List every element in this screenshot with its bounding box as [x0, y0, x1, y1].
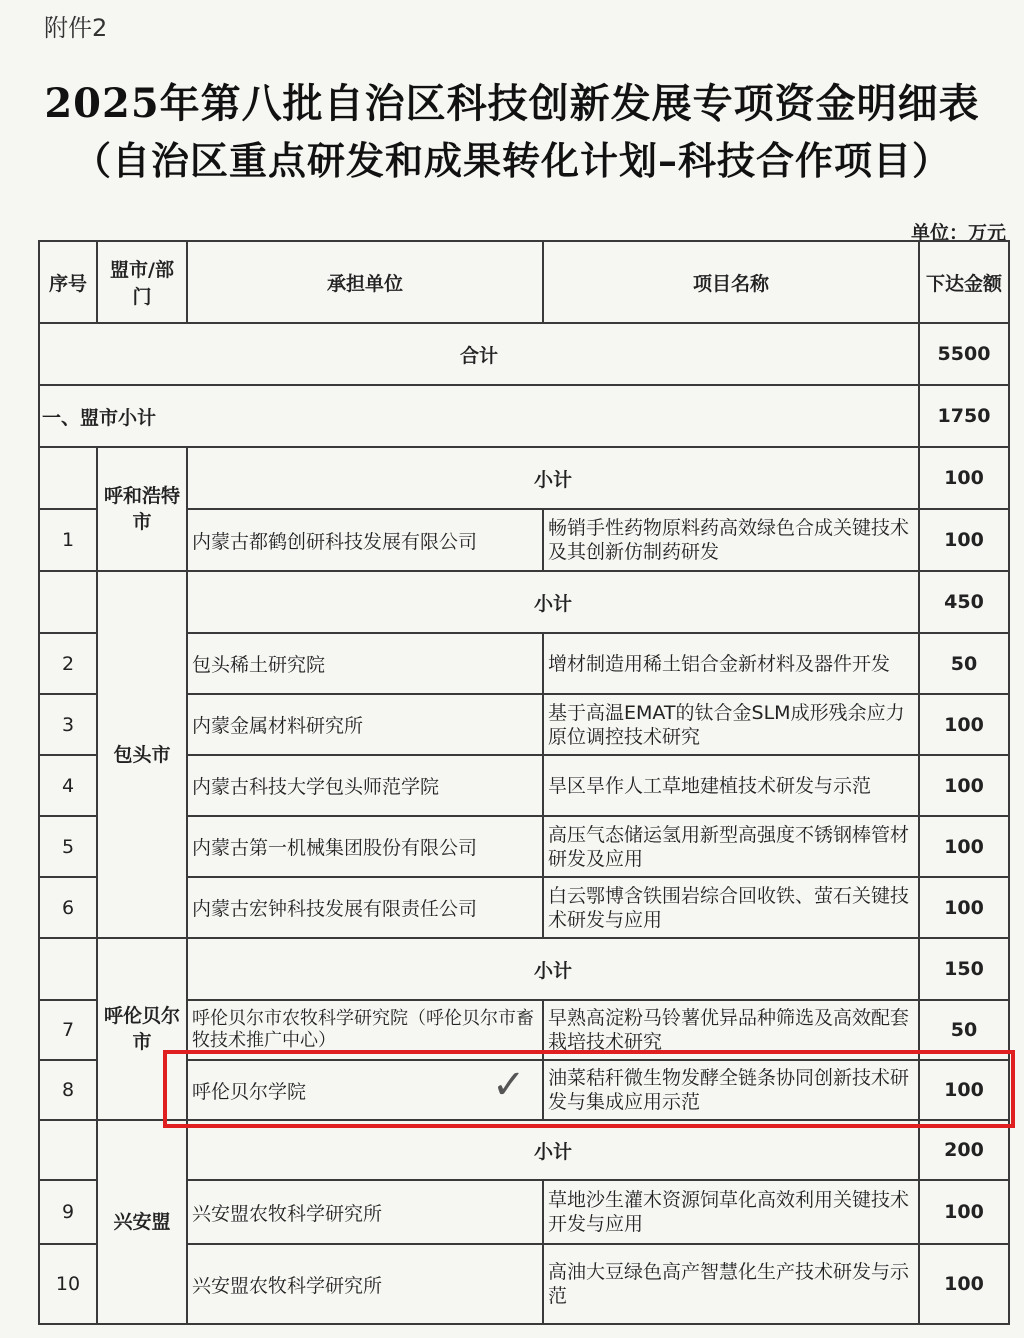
unit-label: 单位：万元 — [910, 222, 1006, 244]
header-amount: 下达金额 — [919, 241, 1009, 323]
seq-cell: 8 — [39, 1060, 97, 1120]
subtotal-label: 小计 — [187, 571, 919, 633]
amount-cell: 100 — [919, 1180, 1009, 1244]
header-unit: 承担单位 — [187, 241, 543, 323]
region-cell: 呼和浩特市 — [97, 447, 187, 571]
amount-cell: 100 — [919, 1244, 1009, 1324]
amount-cell: 100 — [919, 509, 1009, 571]
region-cell: 兴安盟 — [97, 1120, 187, 1324]
header-project: 项目名称 — [543, 241, 919, 323]
seq-cell: 6 — [39, 877, 97, 938]
subtotal-label: 小计 — [187, 447, 919, 509]
amount-cell: 100 — [919, 755, 1009, 816]
unit-cell: 内蒙古都鹤创研科技发展有限公司 — [187, 509, 543, 571]
seq-cell: 2 — [39, 633, 97, 694]
project-cell: 基于高温EMAT的钛合金SLM成形残余应力原位调控技术研究 — [543, 694, 919, 755]
amount-cell: 100 — [919, 694, 1009, 755]
seq-cell: 1 — [39, 509, 97, 571]
seq-cell: 4 — [39, 755, 97, 816]
seq-cell — [39, 447, 97, 509]
subtotal-row — [39, 1120, 1009, 1180]
subtotal-label: 小计 — [187, 938, 919, 1000]
subtotal-amount: 150 — [919, 938, 1009, 1000]
unit-cell: 呼伦贝尔学院 — [187, 1060, 543, 1120]
section-amount: 1750 — [919, 385, 1009, 447]
subtotal-amount: 450 — [919, 571, 1009, 633]
seq-cell: 10 — [39, 1244, 97, 1324]
seq-cell — [39, 938, 97, 1000]
seq-cell — [39, 571, 97, 633]
project-cell: 草地沙生灌木资源饲草化高效利用关键技术开发与应用 — [543, 1180, 919, 1244]
region-cell: 包头市 — [97, 571, 187, 938]
unit-cell: 呼伦贝尔市农牧科学研究院（呼伦贝尔市畜牧技术推广中心） — [187, 1000, 543, 1060]
funding-table — [38, 240, 1010, 1325]
attachment-label: 附件2 — [44, 14, 108, 42]
seq-cell: 7 — [39, 1000, 97, 1060]
total-amount: 5500 — [919, 323, 1009, 385]
document-subtitle: （自治区重点研发和成果转化计划–科技合作项目） — [72, 138, 951, 183]
seq-cell: 3 — [39, 694, 97, 755]
amount-cell: 100 — [919, 816, 1009, 877]
amount-cell: 100 — [919, 1060, 1009, 1120]
project-cell: 早熟高淀粉马铃薯优异品种筛选及高效配套栽培技术研究 — [543, 1000, 919, 1060]
project-cell: 高油大豆绿色高产智慧化生产技术研发与示范 — [543, 1244, 919, 1324]
header-region: 盟市/部门 — [97, 241, 187, 323]
seq-cell: 5 — [39, 816, 97, 877]
checkmark-icon: ✓ — [492, 1062, 526, 1108]
header-seq: 序号 — [39, 241, 97, 323]
total-label: 合计 — [39, 323, 919, 385]
subtotal-row — [39, 571, 1009, 633]
project-cell: 白云鄂博含铁围岩综合回收铁、萤石关键技术研发与应用 — [543, 877, 919, 938]
region-cell: 呼伦贝尔市 — [97, 938, 187, 1120]
amount-cell: 50 — [919, 1000, 1009, 1060]
subtotal-label: 小计 — [187, 1120, 919, 1180]
seq-cell: 9 — [39, 1180, 97, 1244]
unit-cell: 内蒙古科技大学包头师范学院 — [187, 755, 543, 816]
project-cell: 高压气态储运氢用新型高强度不锈钢棒管材研发及应用 — [543, 816, 919, 877]
amount-cell: 100 — [919, 877, 1009, 938]
section-row — [39, 385, 1009, 447]
subtotal-row — [39, 447, 1009, 509]
section-label: 一、盟市小计 — [39, 385, 919, 447]
total-row — [39, 323, 1009, 385]
amount-cell: 50 — [919, 633, 1009, 694]
unit-cell: 包头稀土研究院 — [187, 633, 543, 694]
subtotal-amount: 100 — [919, 447, 1009, 509]
unit-cell: 兴安盟农牧科学研究所 — [187, 1244, 543, 1324]
document-title: 2025年第八批自治区科技创新发展专项资金明细表 — [44, 80, 980, 127]
unit-cell: 内蒙古宏钟科技发展有限责任公司 — [187, 877, 543, 938]
unit-cell: 内蒙金属材料研究所 — [187, 694, 543, 755]
seq-cell — [39, 1120, 97, 1180]
unit-cell: 内蒙古第一机械集团股份有限公司 — [187, 816, 543, 877]
unit-cell: 兴安盟农牧科学研究所 — [187, 1180, 543, 1244]
project-cell: 旱区旱作人工草地建植技术研发与示范 — [543, 755, 919, 816]
table-header-row — [39, 241, 1009, 323]
subtotal-amount: 200 — [919, 1120, 1009, 1180]
project-cell: 畅销手性药物原料药高效绿色合成关键技术及其创新仿制药研发 — [543, 509, 919, 571]
project-cell: 增材制造用稀土铝合金新材料及器件开发 — [543, 633, 919, 694]
subtotal-row — [39, 938, 1009, 1000]
project-cell: 油菜秸秆微生物发酵全链条协同创新技术研发与集成应用示范 — [543, 1060, 919, 1120]
